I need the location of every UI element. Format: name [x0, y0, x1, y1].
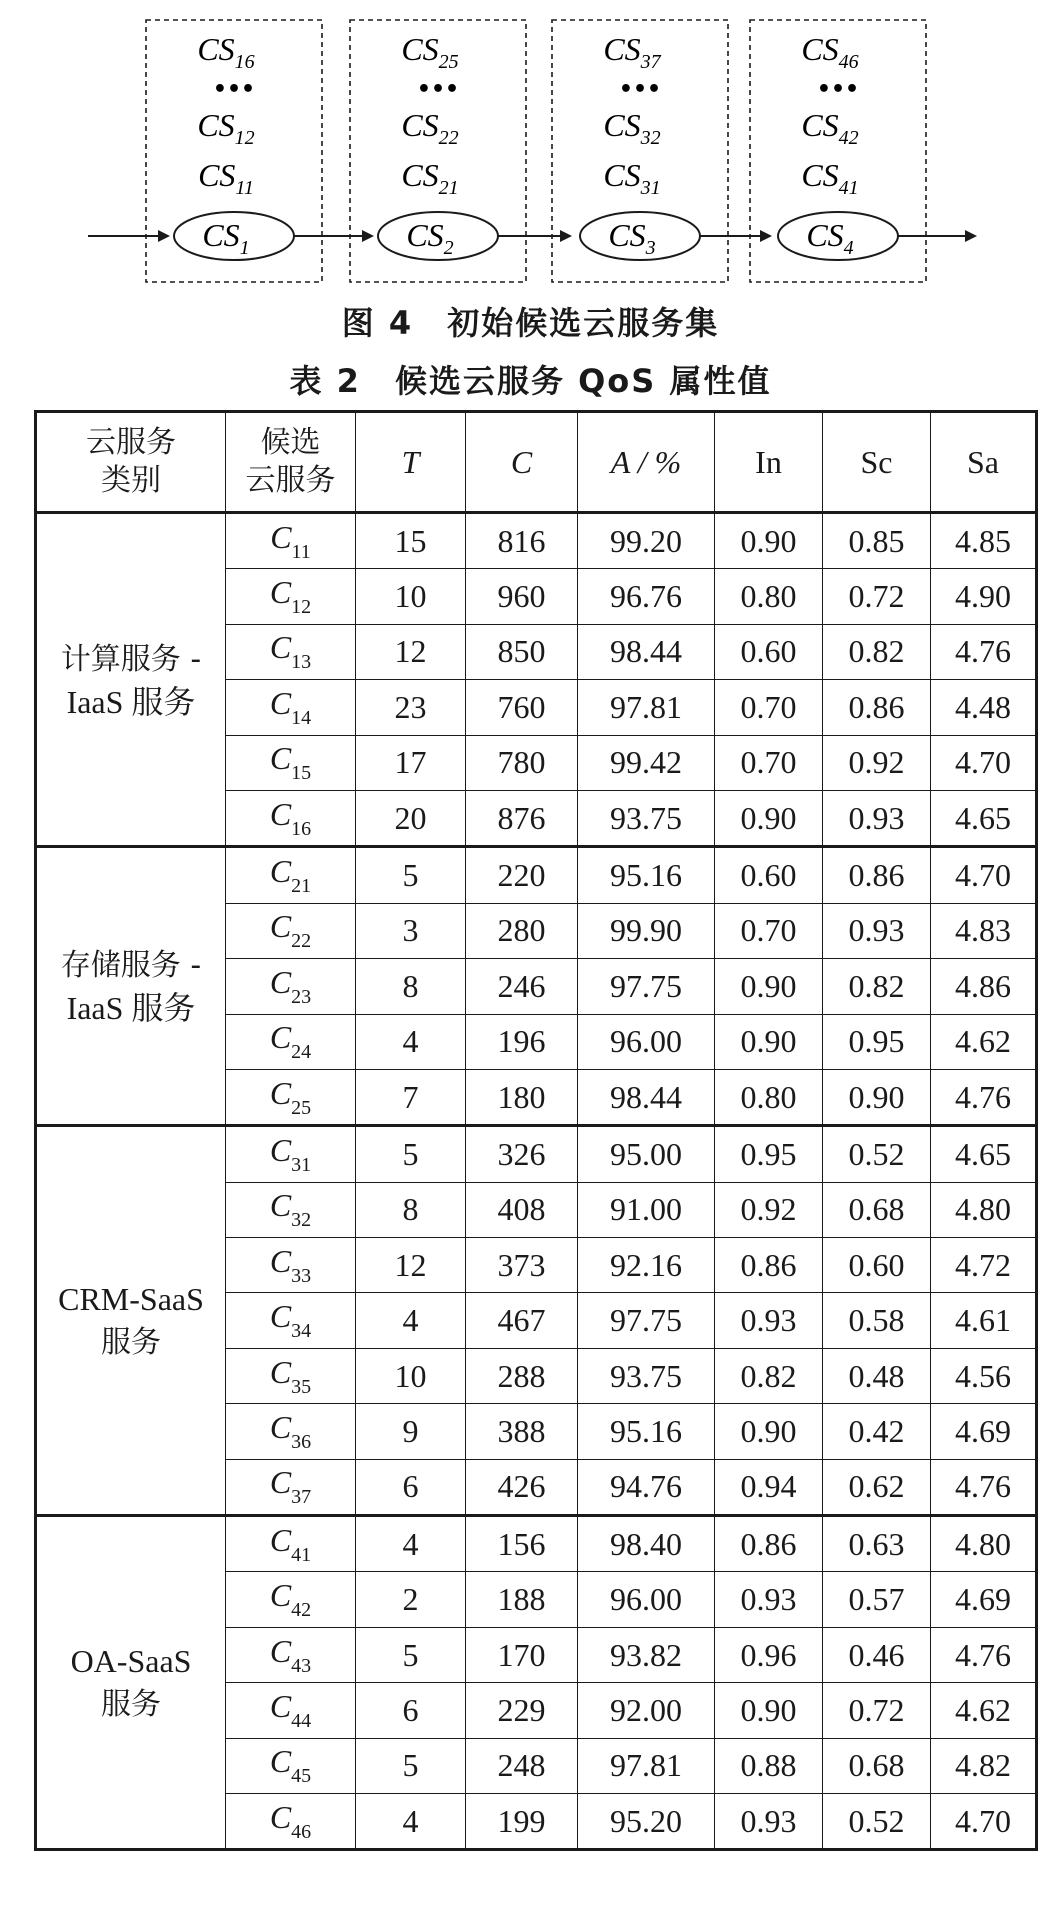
sc-value: 0.72	[823, 1683, 931, 1738]
candidate-service-cell	[226, 1516, 356, 1572]
sa-value: 4.62	[931, 1014, 1037, 1069]
candidate-service-label: $CS_{25}$	[401, 31, 459, 73]
service-index: 34	[291, 1320, 312, 1343]
t-value: 4	[356, 1014, 466, 1069]
candidate-service-label: $CS_{21}$	[401, 157, 459, 199]
table-row	[36, 847, 1037, 903]
candidate-service-cell	[226, 1293, 356, 1348]
service-index: 13	[291, 651, 312, 674]
service-node-label: $CS_3$	[608, 217, 656, 259]
category-cell	[36, 847, 226, 1126]
service-index: 37	[291, 1486, 312, 1509]
sc-value: 0.42	[823, 1404, 931, 1459]
service-symbol: C	[269, 1743, 292, 1780]
t-value: 9	[356, 1404, 466, 1459]
candidate-service-label: $CS_{31}$	[603, 157, 661, 199]
sc-value: 0.48	[823, 1348, 931, 1403]
a-value: 95.16	[578, 847, 715, 903]
service-index: 22	[291, 930, 312, 953]
category-label: CRM-SaaS	[58, 1280, 204, 1317]
in-value: 0.90	[715, 959, 823, 1014]
candidate-service-label: $CS_{46}$	[801, 31, 859, 73]
a-value: 95.00	[578, 1126, 715, 1182]
sa-value: 4.69	[931, 1572, 1037, 1627]
service-index: 32	[291, 1209, 312, 1232]
ellipsis-dots: •••	[416, 77, 460, 102]
candidate-service-cell	[226, 1348, 356, 1403]
c-value: 960	[466, 569, 578, 624]
candidate-service-label: $CS_{41}$	[801, 157, 859, 199]
sc-value: 0.92	[823, 735, 931, 790]
service-index: 33	[291, 1264, 312, 1287]
candidate-service-cell	[226, 1572, 356, 1627]
category-label: IaaS 服务	[66, 990, 196, 1027]
a-value: 97.75	[578, 959, 715, 1014]
sc-value: 0.93	[823, 903, 931, 958]
service-index: 31	[291, 1153, 312, 1176]
a-value: 98.40	[578, 1516, 715, 1572]
c-value: 467	[466, 1293, 578, 1348]
sa-value: 4.70	[931, 735, 1037, 790]
c-value: 408	[466, 1182, 578, 1237]
header-category-line1: 云服务	[86, 425, 176, 460]
sa-value: 4.76	[931, 1069, 1037, 1125]
service-index: 41	[291, 1543, 312, 1566]
t-value: 6	[356, 1683, 466, 1738]
t-value: 15	[356, 513, 466, 569]
a-value: 92.16	[578, 1238, 715, 1293]
c-value: 229	[466, 1683, 578, 1738]
sc-value: 0.57	[823, 1572, 931, 1627]
a-value: 97.75	[578, 1293, 715, 1348]
service-node-label: $CS_4$	[806, 217, 854, 259]
category-label: 计算服务 -	[60, 641, 202, 677]
c-value: 373	[466, 1238, 578, 1293]
sa-value: 4.80	[931, 1182, 1037, 1237]
c-value: 326	[466, 1126, 578, 1182]
a-value: 91.00	[578, 1182, 715, 1237]
candidate-service-cell	[226, 680, 356, 735]
t-value: 4	[356, 1293, 466, 1348]
category-cell	[36, 1516, 226, 1850]
sa-value: 4.82	[931, 1738, 1037, 1793]
sc-value: 0.85	[823, 513, 931, 569]
candidate-service-cell	[226, 1126, 356, 1182]
a-value: 94.76	[578, 1459, 715, 1515]
category-label: IaaS 服务	[66, 683, 196, 720]
sc-value: 0.95	[823, 1014, 931, 1069]
header-category	[36, 412, 226, 513]
sa-value: 4.69	[931, 1404, 1037, 1459]
candidate-service-label: $CS_{11}$	[198, 157, 254, 199]
service-index: 25	[291, 1096, 312, 1119]
c-value: 426	[466, 1459, 578, 1515]
a-value: 98.44	[578, 1069, 715, 1125]
candidate-service-label: $CS_{32}$	[603, 107, 661, 149]
sa-value: 4.90	[931, 569, 1037, 624]
t-value: 8	[356, 959, 466, 1014]
candidate-service-cell	[226, 790, 356, 846]
in-value: 0.90	[715, 1404, 823, 1459]
a-value: 97.81	[578, 680, 715, 735]
a-value: 93.75	[578, 1348, 715, 1403]
service-symbol: C	[269, 1019, 292, 1056]
header-sc: Sc	[823, 412, 931, 513]
table-row	[36, 1126, 1037, 1182]
service-symbol: C	[269, 1687, 292, 1724]
t-value: 4	[356, 1793, 466, 1849]
sc-value: 0.86	[823, 680, 931, 735]
sa-value: 4.76	[931, 1627, 1037, 1682]
in-value: 0.70	[715, 903, 823, 958]
qos-table	[34, 410, 1038, 1851]
service-symbol: C	[269, 1131, 292, 1168]
header-sa: Sa	[931, 412, 1037, 513]
c-value: 248	[466, 1738, 578, 1793]
service-symbol: C	[269, 1408, 292, 1445]
header-category-line2: 类别	[101, 463, 161, 498]
c-value: 288	[466, 1348, 578, 1403]
c-value: 780	[466, 735, 578, 790]
sc-value: 0.60	[823, 1238, 931, 1293]
a-value: 98.44	[578, 624, 715, 679]
c-value: 196	[466, 1014, 578, 1069]
table-row	[36, 1516, 1037, 1572]
in-value: 0.70	[715, 680, 823, 735]
candidate-service-label: $CS_{22}$	[401, 107, 459, 149]
t-value: 5	[356, 1738, 466, 1793]
sc-value: 0.72	[823, 569, 931, 624]
service-symbol: C	[269, 853, 292, 890]
sa-value: 4.70	[931, 847, 1037, 903]
in-value: 0.94	[715, 1459, 823, 1515]
candidate-service-cell	[226, 959, 356, 1014]
sc-value: 0.86	[823, 847, 931, 903]
candidate-service-cell	[226, 1683, 356, 1738]
service-symbol: C	[269, 1632, 292, 1669]
sa-value: 4.61	[931, 1293, 1037, 1348]
a-value: 96.00	[578, 1014, 715, 1069]
sc-value: 0.52	[823, 1126, 931, 1182]
candidate-service-cell	[226, 1014, 356, 1069]
candidate-service-label: $CS_{16}$	[197, 31, 255, 73]
a-value: 95.16	[578, 1404, 715, 1459]
header-candidate-line1: 候选	[260, 425, 321, 460]
t-value: 12	[356, 624, 466, 679]
category-label: OA-SaaS	[70, 1642, 192, 1679]
sc-value: 0.62	[823, 1459, 931, 1515]
sc-value: 0.52	[823, 1793, 931, 1849]
sa-value: 4.72	[931, 1238, 1037, 1293]
a-value: 99.42	[578, 735, 715, 790]
table-header-row	[36, 412, 1037, 513]
in-value: 0.60	[715, 624, 823, 679]
candidate-service-cell	[226, 735, 356, 790]
ellipsis-dots: •••	[816, 77, 860, 102]
category-label: 存储服务 -	[60, 948, 202, 984]
candidate-service-label: $CS_{42}$	[801, 107, 859, 149]
candidate-service-cell	[226, 513, 356, 569]
candidate-service-cell	[226, 624, 356, 679]
t-value: 17	[356, 735, 466, 790]
t-value: 8	[356, 1182, 466, 1237]
candidate-service-cell	[226, 1238, 356, 1293]
in-value: 0.90	[715, 513, 823, 569]
sa-value: 4.70	[931, 1793, 1037, 1849]
service-index: 45	[291, 1765, 312, 1788]
sa-value: 4.86	[931, 959, 1037, 1014]
candidate-service-cell	[226, 1459, 356, 1515]
service-symbol: C	[269, 1353, 292, 1390]
a-value: 99.20	[578, 513, 715, 569]
service-index: 46	[291, 1820, 312, 1843]
t-value: 2	[356, 1572, 466, 1627]
a-value: 99.90	[578, 903, 715, 958]
in-value: 0.93	[715, 1793, 823, 1849]
t-value: 23	[356, 680, 466, 735]
in-value: 0.70	[715, 735, 823, 790]
c-value: 876	[466, 790, 578, 846]
candidate-service-label: $CS_{37}$	[603, 31, 661, 73]
service-symbol: C	[269, 1298, 292, 1335]
sc-value: 0.63	[823, 1516, 931, 1572]
sa-value: 4.56	[931, 1348, 1037, 1403]
service-index: 35	[291, 1375, 312, 1398]
category-label: 服务	[101, 1686, 161, 1722]
sc-value: 0.82	[823, 624, 931, 679]
candidate-service-cell	[226, 1182, 356, 1237]
c-value: 280	[466, 903, 578, 958]
sa-value: 4.80	[931, 1516, 1037, 1572]
t-value: 4	[356, 1516, 466, 1572]
ellipsis-dots: •••	[212, 77, 256, 102]
c-value: 170	[466, 1627, 578, 1682]
ellipsis-dots: •••	[618, 77, 662, 102]
service-symbol: C	[269, 1798, 292, 1835]
candidate-service-cell	[226, 569, 356, 624]
in-value: 0.86	[715, 1238, 823, 1293]
c-value: 246	[466, 959, 578, 1014]
service-index: 42	[291, 1599, 312, 1622]
in-value: 0.92	[715, 1182, 823, 1237]
candidate-service-label: $CS_{12}$	[197, 107, 255, 149]
in-value: 0.60	[715, 847, 823, 903]
service-index: 16	[291, 817, 312, 840]
service-index: 36	[291, 1430, 312, 1453]
service-symbol: C	[269, 908, 292, 945]
a-value: 93.82	[578, 1627, 715, 1682]
in-value: 0.93	[715, 1293, 823, 1348]
service-symbol: C	[269, 1577, 292, 1614]
service-symbol: C	[269, 574, 292, 611]
t-value: 10	[356, 1348, 466, 1403]
table-row	[36, 513, 1037, 569]
service-index: 15	[291, 762, 312, 785]
t-value: 5	[356, 1126, 466, 1182]
service-symbol: C	[270, 518, 292, 555]
sa-value: 4.62	[931, 1683, 1037, 1738]
candidate-service-cell	[226, 1627, 356, 1682]
service-symbol: C	[269, 963, 292, 1000]
service-symbol: C	[269, 629, 292, 666]
c-value: 816	[466, 513, 578, 569]
c-value: 850	[466, 624, 578, 679]
service-index: 21	[291, 875, 312, 898]
service-symbol: C	[269, 1074, 292, 1111]
category-cell	[36, 1126, 226, 1516]
figure-4-diagram	[0, 0, 1061, 290]
c-value: 180	[466, 1069, 578, 1125]
t-value: 3	[356, 903, 466, 958]
t-value: 5	[356, 847, 466, 903]
header-candidate-line2: 云服务	[245, 463, 336, 498]
service-symbol: C	[269, 1521, 292, 1558]
a-value: 97.81	[578, 1738, 715, 1793]
t-value: 5	[356, 1627, 466, 1682]
candidate-service-cell	[226, 1738, 356, 1793]
t-value: 12	[356, 1238, 466, 1293]
sa-value: 4.76	[931, 624, 1037, 679]
service-symbol: C	[269, 1187, 292, 1224]
header-in: In	[715, 412, 823, 513]
c-value: 199	[466, 1793, 578, 1849]
candidate-service-cell	[226, 1793, 356, 1849]
service-symbol: C	[269, 684, 292, 721]
sc-value: 0.82	[823, 959, 931, 1014]
service-index: 11	[291, 540, 311, 563]
a-value: 96.76	[578, 569, 715, 624]
service-index: 14	[291, 706, 312, 729]
service-index: 12	[291, 596, 312, 619]
in-value: 0.90	[715, 1014, 823, 1069]
sc-value: 0.46	[823, 1627, 931, 1682]
in-value: 0.80	[715, 1069, 823, 1125]
in-value: 0.93	[715, 1572, 823, 1627]
header-c: C	[466, 412, 578, 513]
header-candidate	[226, 412, 356, 513]
sc-value: 0.93	[823, 790, 931, 846]
t-value: 7	[356, 1069, 466, 1125]
sa-value: 4.65	[931, 1126, 1037, 1182]
a-value: 95.20	[578, 1793, 715, 1849]
a-value: 96.00	[578, 1572, 715, 1627]
service-index: 24	[291, 1041, 312, 1064]
c-value: 156	[466, 1516, 578, 1572]
sc-value: 0.68	[823, 1738, 931, 1793]
candidate-service-cell	[226, 847, 356, 903]
in-value: 0.90	[715, 790, 823, 846]
in-value: 0.90	[715, 1683, 823, 1738]
header-a: A / %	[578, 412, 715, 513]
in-value: 0.88	[715, 1738, 823, 1793]
category-cell	[36, 513, 226, 847]
in-value: 0.86	[715, 1516, 823, 1572]
category-label: 服务	[101, 1324, 161, 1360]
candidate-service-cell	[226, 1069, 356, 1125]
candidate-service-cell	[226, 1404, 356, 1459]
sa-value: 4.83	[931, 903, 1037, 958]
service-node-label: $CS_1$	[202, 217, 250, 259]
in-value: 0.82	[715, 1348, 823, 1403]
t-value: 6	[356, 1459, 466, 1515]
c-value: 760	[466, 680, 578, 735]
t-value: 20	[356, 790, 466, 846]
service-index: 23	[291, 985, 312, 1008]
sa-value: 4.65	[931, 790, 1037, 846]
t-value: 10	[356, 569, 466, 624]
table-caption: 表 2 候选云服务 QoS 属性值	[289, 362, 772, 400]
header-t: T	[356, 412, 466, 513]
service-symbol: C	[269, 795, 292, 832]
service-symbol: C	[269, 1464, 292, 1501]
service-index: 43	[291, 1654, 312, 1677]
candidate-service-cell	[226, 903, 356, 958]
in-value: 0.96	[715, 1627, 823, 1682]
c-value: 388	[466, 1404, 578, 1459]
sc-value: 0.58	[823, 1293, 931, 1348]
sa-value: 4.48	[931, 680, 1037, 735]
in-value: 0.95	[715, 1126, 823, 1182]
sa-value: 4.85	[931, 513, 1037, 569]
sc-value: 0.68	[823, 1182, 931, 1237]
sa-value: 4.76	[931, 1459, 1037, 1515]
in-value: 0.80	[715, 569, 823, 624]
service-node-label: $CS_2$	[406, 217, 454, 259]
c-value: 220	[466, 847, 578, 903]
a-value: 93.75	[578, 790, 715, 846]
c-value: 188	[466, 1572, 578, 1627]
a-value: 92.00	[578, 1683, 715, 1738]
service-symbol: C	[269, 740, 292, 777]
sc-value: 0.90	[823, 1069, 931, 1125]
service-symbol: C	[269, 1242, 292, 1279]
service-index: 44	[291, 1709, 312, 1732]
figure-caption: 图 4 初始候选云服务集	[341, 304, 720, 342]
